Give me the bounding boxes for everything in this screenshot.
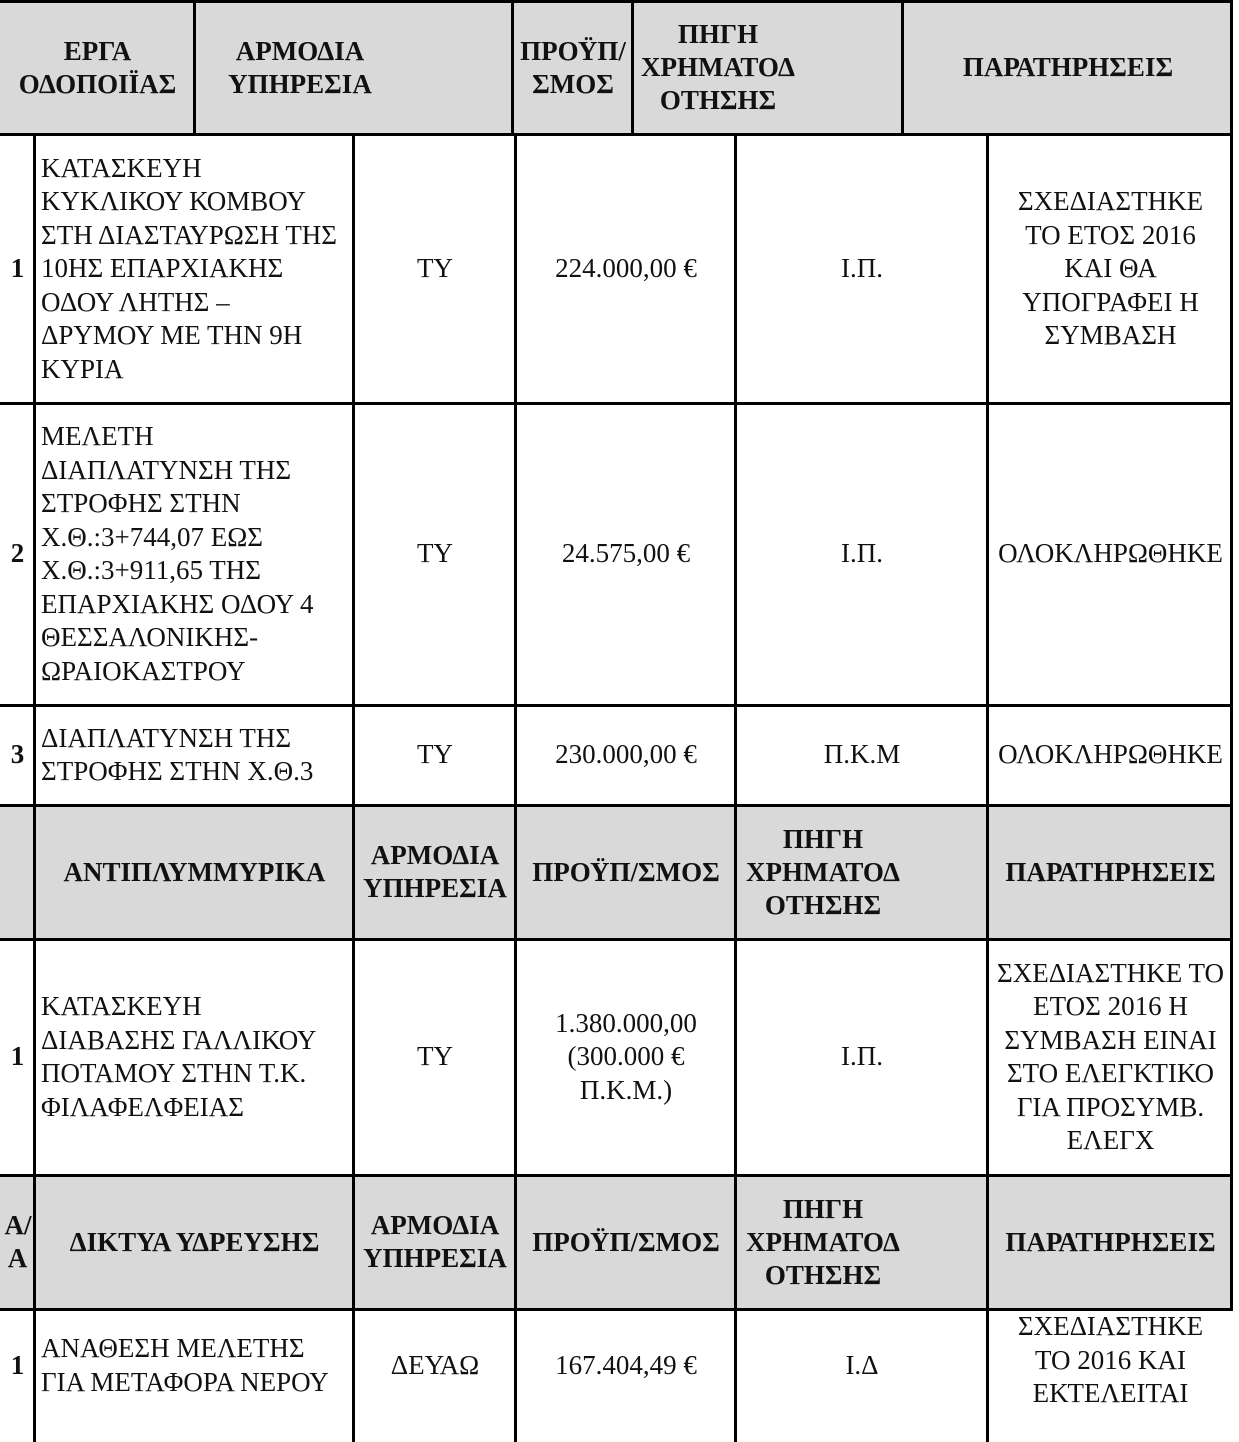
header-cell-roads (0, 0, 195, 135)
header-row-flood (0, 805, 1239, 939)
header-cell-funding (736, 1175, 988, 1309)
grid-line (901, 0, 904, 135)
notes-text: ΟΛΟΚΛΗΡΩΘΗΚΕ (998, 739, 1223, 770)
responsible-service (354, 403, 516, 705)
funding-source (736, 1309, 988, 1442)
grid-line (0, 402, 1233, 405)
header-cell-notes (988, 805, 1233, 939)
header-funding-label: ΠΗΓΗ ΧΡΗΜΑΤΟΔ ΟΤΗΣΗΣ (641, 19, 795, 115)
grid-line (0, 133, 1233, 136)
header-cell-budget (513, 0, 633, 135)
grid-line (352, 133, 355, 1442)
header-service-label: ΑΡΜΟΔΙΑ ΥΠΗΡΕΣΙΑ (363, 1210, 507, 1273)
table-row (0, 705, 1239, 805)
header-cell-water (35, 1175, 354, 1309)
grid-line (0, 0, 1233, 3)
service-text: ΤΥ (417, 1041, 453, 1072)
grid-line (0, 1308, 1233, 1311)
header-funding-label: ΠΗΓΗ ΧΡΗΜΑΤΟΔ ΟΤΗΣΗΣ (746, 823, 900, 920)
grid-line (0, 804, 1233, 807)
row-number-text: 1 (10, 253, 25, 284)
header-row-water (0, 1175, 1239, 1309)
grid-line (1230, 0, 1233, 1309)
grid-line (33, 133, 36, 1442)
funding-text: Π.Κ.Μ (823, 739, 901, 770)
funding-text: Ι.Π. (841, 253, 883, 284)
header-cell-service (354, 1175, 516, 1309)
budget-text: 224.000,00 € (555, 253, 697, 284)
grid-line (511, 0, 514, 135)
service-text: ΔΕΥΑΩ (390, 1349, 480, 1380)
budget (516, 1309, 736, 1442)
table-row (0, 939, 1239, 1175)
header-cell-flood (35, 805, 354, 939)
budget-text: 1.380.000,00 (300.000 € Π.Κ.Μ.) (555, 1007, 697, 1105)
project-title (35, 1309, 354, 1442)
header-cell-number (0, 1175, 35, 1309)
responsible-service (354, 1309, 516, 1442)
grid-line (986, 133, 989, 1442)
grid-line (0, 704, 1233, 707)
header-cell-budget (516, 1175, 736, 1309)
table-row (0, 1309, 1239, 1442)
budget (516, 403, 736, 705)
header-cell-budget (516, 805, 736, 939)
grid-line (514, 133, 517, 1442)
project-title-text: ΑΝΑΘΕΣΗ ΜΕΛΕΤΗΣ ΓΙΑ ΜΕΤΑΦΟΡΑ ΝΕΡΟΥ (41, 1333, 329, 1397)
row-number-text: 1 (10, 1041, 25, 1072)
project-title (35, 135, 354, 403)
header-budget-label: ΠΡΟΫΠ/ΣΜΟΣ (532, 856, 720, 887)
budget-text: 24.575,00 € (561, 538, 691, 569)
funding-text: Ι.Δ (845, 1349, 879, 1380)
header-cell-number (0, 805, 35, 939)
row-number-text: 3 (10, 739, 25, 770)
row-number (0, 135, 35, 403)
notes-text: ΣΧΕΔΙΑΣΤΗΚΕ ΤΟ ΕΤΟΣ 2016 ΚΑΙ ΘΑ ΥΠΟΓΡΑΦΕΙ Η ΣΥΜΒΑΣΗ (1017, 186, 1204, 351)
header-cell-funding (736, 805, 988, 939)
budget (516, 135, 736, 403)
header-flood-label: ΑΝΤΙΠΛΥΜΜΥΡΙΚΑ (63, 856, 326, 887)
service-text: ΤΥ (417, 538, 453, 569)
project-title-text: ΔΙΑΠΛΑΤΥΝΣΗ ΤΗΣ ΣΤΡΟΦΗΣ ΣΤΗΝ Χ.Θ.3 (41, 722, 314, 786)
table-row (0, 135, 1239, 403)
grid-line (193, 0, 196, 135)
notes (988, 705, 1233, 805)
header-funding-label: ΠΗΓΗ ΧΡΗΜΑΤΟΔ ΟΤΗΣΗΣ (746, 1193, 900, 1290)
notes (988, 403, 1233, 705)
header-service-label: ΑΡΜΟΔΙΑ ΥΠΗΡΕΣΙΑ (228, 35, 372, 99)
project-title (35, 705, 354, 805)
header-service-label: ΑΡΜΟΔΙΑ ΥΠΗΡΕΣΙΑ (363, 840, 507, 903)
header-number-label: Α/Α (4, 1210, 32, 1273)
notes (988, 939, 1233, 1175)
header-water-label: ΔΙΚΤΥΑ ΥΔΡΕΥΣΗΣ (69, 1226, 320, 1257)
notes (988, 1309, 1233, 1442)
header-notes-label: ΠΑΡΑΤΗΡΗΣΕΙΣ (1005, 1226, 1216, 1257)
responsible-service (354, 705, 516, 805)
budget (516, 939, 736, 1175)
row-number (0, 939, 35, 1175)
project-title-text: ΚΑΤΑΣΚΕΥΗ ΔΙΑΒΑΣΗΣ ΓΑΛΛΙΚΟΥ ΠΟΤΑΜΟΥ ΣΤΗΝ Τ.Κ. ΦΙΛΑΦΕΛΦΕΙΑΣ (41, 991, 316, 1122)
funding-text: Ι.Π. (841, 538, 883, 569)
notes-text: ΟΛΟΚΛΗΡΩΘΗΚΕ (998, 538, 1223, 569)
notes (988, 135, 1233, 403)
row-number (0, 1309, 35, 1442)
budget (516, 705, 736, 805)
row-number (0, 705, 35, 805)
notes-text: ΣΧΕΔΙΑΣΤΗΚΕ ΤΟ 2016 ΚΑΙ ΕΚΤΕΛΕΙΤΑΙ (1017, 1311, 1204, 1409)
grid-line (0, 938, 1233, 941)
project-title (35, 939, 354, 1175)
project-title (35, 403, 354, 705)
header-notes-label: ΠΑΡΑΤΗΡΗΣΕΙΣ (962, 52, 1174, 82)
header-row-roads (0, 0, 1239, 135)
service-text: ΤΥ (417, 253, 453, 284)
funding-text: Ι.Π. (841, 1041, 883, 1072)
row-number-text: 1 (10, 1349, 25, 1380)
funding-source (736, 939, 988, 1175)
header-cell-notes (903, 0, 1233, 135)
grid-line (0, 1174, 1233, 1177)
funding-source (736, 705, 988, 805)
header-budget-label: ΠΡΟΫΠ/ΣΜΟΣ (532, 1226, 720, 1257)
budget-text: 230.000,00 € (555, 739, 697, 770)
table-row (0, 403, 1239, 705)
service-text: ΤΥ (417, 739, 453, 770)
row-number-text: 2 (10, 538, 25, 569)
header-roads-label: ΕΡΓΑ ΟΔΟΠΟΙΪΑΣ (18, 35, 177, 99)
header-cell-service (195, 0, 513, 135)
grid-line (631, 0, 634, 135)
funding-source (736, 403, 988, 705)
header-notes-label: ΠΑΡΑΤΗΡΗΣΕΙΣ (1005, 856, 1216, 887)
budget-text: 167.404,49 € (555, 1349, 697, 1380)
grid-line (734, 133, 737, 1442)
responsible-service (354, 135, 516, 403)
funding-source (736, 135, 988, 403)
header-cell-funding (633, 0, 903, 135)
header-cell-service (354, 805, 516, 939)
header-cell-notes (988, 1175, 1233, 1309)
notes-text: ΣΧΕΔΙΑΣΤΗΚΕ ΤΟ ΕΤΟΣ 2016 Η ΣΥΜΒΑΣΗ ΕΙΝΑΙ ΣΤΟ ΕΛΕΓΚΤΙΚΟ ΓΙΑ ΠΡΟΣΥΜΒ. ΕΛΕΓΧ (996, 957, 1225, 1155)
project-title-text: ΜΕΛΕΤΗ ΔΙΑΠΛΑΤΥΝΣΗ ΤΗΣ ΣΤΡΟΦΗΣ ΣΤΗΝ Χ.Θ.:3+744,07 ΕΩΣ Χ.Θ.:3+911,65 ΤΗΣ ΕΠΑΡΧΙΑΚΗΣ ΟΔΟΥ 4 ΘΕΣΣΑΛΟΝΙΚΗΣ- ΩΡΑΙΟΚΑΣΤΡΟΥ (41, 421, 314, 686)
header-budget-label: ΠΡΟΫΠ/ ΣΜΟΣ (520, 35, 626, 99)
responsible-service (354, 939, 516, 1175)
project-title-text: ΚΑΤΑΣΚΕΥΗ ΚΥΚΛΙΚΟΥ ΚΟΜΒΟΥ ΣΤΗ ΔΙΑΣΤΑΥΡΩΣΗ ΤΗΣ 10ΗΣ ΕΠΑΡΧΙΑΚΗΣ ΟΔΟΥ ΛΗΤΗΣ –ΔΡΥΜΟΥ ΜΕ ΤΗΝ 9Η ΚΥΡΙΑ (41, 152, 338, 384)
row-number (0, 403, 35, 705)
